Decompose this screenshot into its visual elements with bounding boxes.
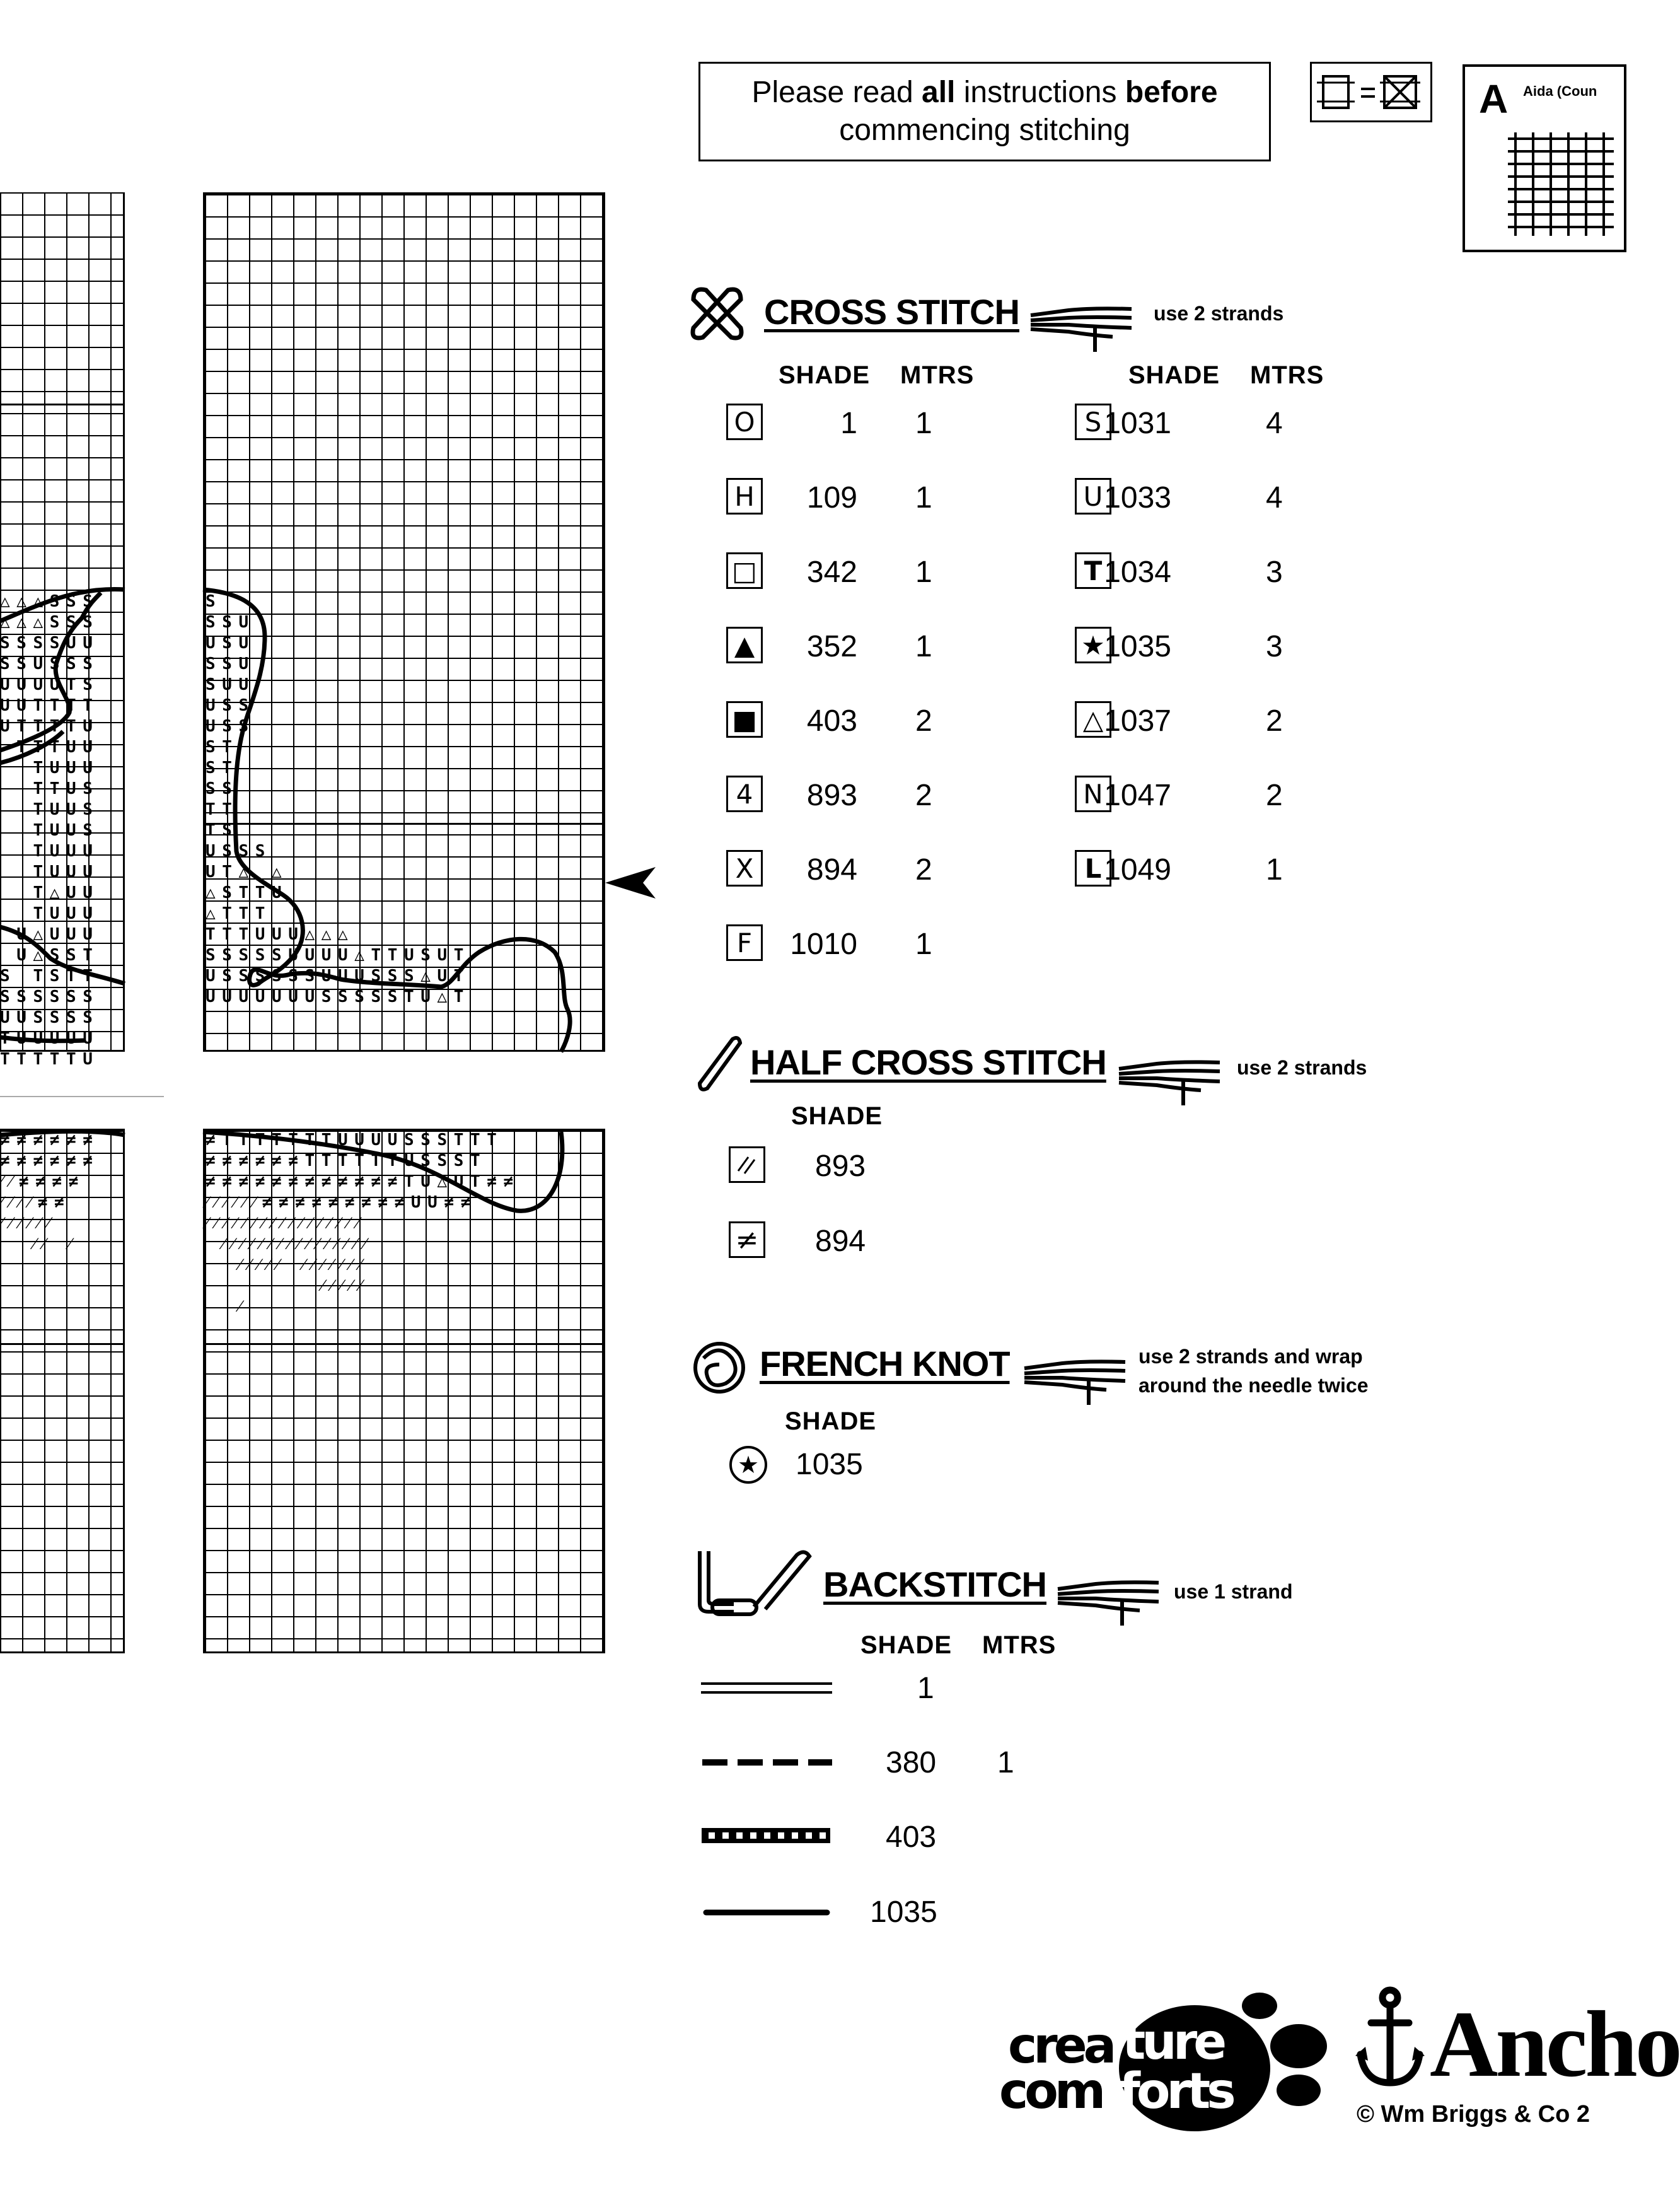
dashed-line-icon (700, 1753, 838, 1772)
dotted-line-icon (700, 1826, 838, 1845)
half-cross-title: HALF CROSS STITCH (750, 1042, 1106, 1082)
circled-star-icon (727, 1444, 769, 1486)
cross-stitch-icon (687, 284, 748, 344)
cs-symbol-342: □ (726, 552, 763, 589)
bs-shade-1035: 1035 (870, 1895, 937, 1929)
cs-mtrs-1034: 3 (1266, 556, 1283, 589)
bs-mtrs-380: 1 (997, 1746, 1014, 1779)
double-line-icon (700, 1677, 838, 1703)
creature-comforts-logo (999, 1993, 1340, 2131)
cs-mtrs-894: 2 (915, 853, 932, 887)
cs-mtrs-1010: 1 (915, 928, 932, 961)
hc-symbol-893 (729, 1146, 765, 1183)
svg-text:★: ★ (737, 1451, 760, 1479)
french-knot-strands: use 2 strands and wrap around the needle twice (1138, 1345, 1369, 1397)
half-cross-strands: use 2 strands (1237, 1056, 1367, 1079)
cs-symbol-352: ▲ (726, 627, 763, 663)
grid-guide-line (0, 1343, 125, 1345)
chart-symbols-left-bottom: ≠≠≠≠≠≠ ≠≠≠≠≠≠ ⁄⁄≠≠≠≠ ⁄⁄⁄⁄≠≠ ⁄⁄⁄⁄⁄⁄ ⁄⁄ ⁄ (0, 1131, 100, 1254)
square-equals-cross-icon (1312, 64, 1430, 120)
cs-mtrs-352: 1 (915, 630, 932, 663)
cs-mtrs-1035: 3 (1266, 630, 1283, 663)
thread-icon (1031, 296, 1132, 353)
cs-symbol-403: ■ (726, 701, 763, 738)
cs-shade-109: 109 (806, 481, 857, 515)
cs-symbol-1034: T (1075, 552, 1111, 589)
hc-shade-893: 893 (815, 1150, 866, 1183)
cs-symbol-893: 4 (726, 776, 763, 812)
hc-symbol-894: ≠ (729, 1221, 765, 1258)
solid-line-icon (700, 1903, 838, 1922)
half-cross-icon (693, 1034, 744, 1091)
bs-col-mtrs: MTRS (982, 1631, 1057, 1659)
cs-shade-352: 352 (806, 630, 857, 663)
backstitch-title: BACKSTITCH (823, 1564, 1046, 1604)
fabric-box (1463, 64, 1626, 252)
cs-symbol-1049: L (1075, 850, 1111, 887)
cs-mtrs-1: 1 (915, 407, 932, 440)
backstitch-strands: use 1 strand (1174, 1580, 1293, 1603)
cs-symbol-1010: F (726, 924, 763, 961)
cs-mtrs-1037: 2 (1266, 704, 1283, 738)
cs-mtrs-1047: 2 (1266, 779, 1283, 812)
cs-shade-1035: 1035 (1104, 630, 1171, 663)
backstitch-icon (696, 1546, 816, 1617)
fabric-label: Aida (Coun (1523, 83, 1597, 99)
cs-symbol-109: H (726, 478, 763, 515)
cs-mtrs-1033: 4 (1266, 481, 1283, 515)
cs-mtrs-403: 2 (915, 704, 932, 738)
chart-outline (0, 0, 605, 1324)
instructions-notice: Please read all instructions before commencing stitching (698, 62, 1271, 161)
cs-symbol-1033: U (1075, 478, 1111, 515)
bs-col-shade: SHADE (860, 1631, 953, 1659)
cs-shade-893: 893 (806, 779, 857, 812)
cs-symbol-894: X (726, 850, 763, 887)
cs-shade-1049: 1049 (1104, 853, 1171, 887)
chart-symbols-right-bottom: ≠TTTTTTTUUUUSSSTTT ≠≠≠≠≠≠TTTTTTUSSST ≠≠≠≠≠≠≠≠≠≠≠≠TU△UT≠≠ ⁄⁄⁄⁄⁄⁄≠≠≠≠≠≠≠≠≠UU≠≠ ⁄⁄⁄⁄⁄⁄⁄⁄⁄⁄⁄⁄⁄⁄⁄⁄⁄ ⁄⁄⁄⁄⁄⁄⁄⁄⁄⁄⁄⁄⁄⁄⁄⁄ ⁄⁄⁄⁄⁄ ⁄⁄⁄⁄⁄⁄⁄ ⁄⁄⁄⁄⁄ ⁄ (206, 1131, 520, 1316)
cs-symbol-1031: S (1075, 404, 1111, 440)
cs-mtrs-893: 2 (915, 779, 932, 812)
french-knot-title: FRENCH KNOT (760, 1344, 1010, 1383)
cs-shade-1037: 1037 (1104, 704, 1171, 738)
thread-icon (1058, 1570, 1159, 1627)
french-knot-icon (691, 1339, 748, 1396)
cs-symbol-1: O (726, 404, 763, 440)
hc-col-shade: SHADE (791, 1102, 883, 1130)
aida-weave-icon (1508, 132, 1614, 236)
cs-shade-1: 1 (840, 407, 857, 440)
cs-shade-1034: 1034 (1104, 556, 1171, 589)
cs-mtrs-1049: 1 (1266, 853, 1283, 887)
fabric-letter: A (1479, 76, 1509, 122)
fk-col-shade: SHADE (785, 1407, 877, 1435)
center-arrow-icon (605, 867, 656, 899)
cs-mtrs-109: 1 (915, 481, 932, 515)
bs-shade-403: 403 (886, 1820, 937, 1854)
cross-stitch-title: CROSS STITCH (764, 292, 1019, 332)
bs-shade-1: 1 (917, 1672, 934, 1705)
cs-col-shade-right: SHADE (1128, 361, 1220, 389)
logo-text-forts: forts (1119, 2063, 1232, 2120)
cross-stitch-strands: use 2 strands (1154, 302, 1284, 325)
copyright: © Wm Briggs & Co 2 (1357, 2101, 1590, 2128)
logo-text-crea: crea (1008, 2018, 1113, 2075)
anchor-icon (1355, 1985, 1425, 2092)
cs-mtrs-1031: 4 (1266, 407, 1283, 440)
cs-shade-1031: 1031 (1104, 407, 1171, 440)
cs-col-shade-left: SHADE (779, 361, 871, 389)
cs-col-mtrs-right: MTRS (1250, 361, 1324, 389)
cs-symbol-1035: ★ (1075, 627, 1111, 663)
thread-icon (1119, 1050, 1220, 1107)
logo-text-ture: ture (1122, 2014, 1224, 2071)
cs-shade-1047: 1047 (1104, 779, 1171, 812)
hc-shade-894: 894 (815, 1225, 866, 1258)
grid-guide-line (203, 1343, 605, 1345)
cs-shade-403: 403 (806, 704, 857, 738)
cs-mtrs-342: 1 (915, 556, 932, 589)
cs-shade-1010: 1010 (790, 928, 857, 961)
cs-shade-894: 894 (806, 853, 857, 887)
cs-symbol-1047: N (1075, 776, 1111, 812)
logo-text-com: com (999, 2063, 1103, 2120)
anchor-brand: Ancho (1430, 1992, 1680, 2097)
thread-icon (1024, 1349, 1125, 1406)
logo-dot-small (1277, 2075, 1321, 2106)
logo-dot-top (1242, 1993, 1277, 2019)
bs-shade-380: 380 (886, 1746, 937, 1779)
cs-shade-342: 342 (806, 556, 857, 589)
cs-symbol-1037: △ (1075, 701, 1111, 738)
chart-symbols-left-top: △△△SSS △△△SSS SSSSUU SSUSSS UUUUTS UUTTTT UTTTTU TTTUU TUUU TTUS TUUS TUUS TUUU TUUU T△UU TUUU U△UUU U△SST S TSTT SSSSSS UUSSSS TUUUUU TTTTTU (0, 592, 100, 1069)
logo-dot-large (1270, 2024, 1327, 2068)
fk-shade-1035: 1035 (796, 1448, 863, 1481)
cs-shade-1033: 1033 (1104, 481, 1171, 515)
equivalence-icon (1310, 62, 1432, 122)
cs-col-mtrs-left: MTRS (900, 361, 975, 389)
chart-symbols-right-top: S SSU USU SSU SUU USS USS ST ST SS TT TS USSS UT△ △ △STTU △TTT TTTUUU△△△ SSSSSUUUU△TTUSUT USSSSSSUUUSSS△UT UUUUUUUSSSSSTU△T (206, 592, 471, 1006)
